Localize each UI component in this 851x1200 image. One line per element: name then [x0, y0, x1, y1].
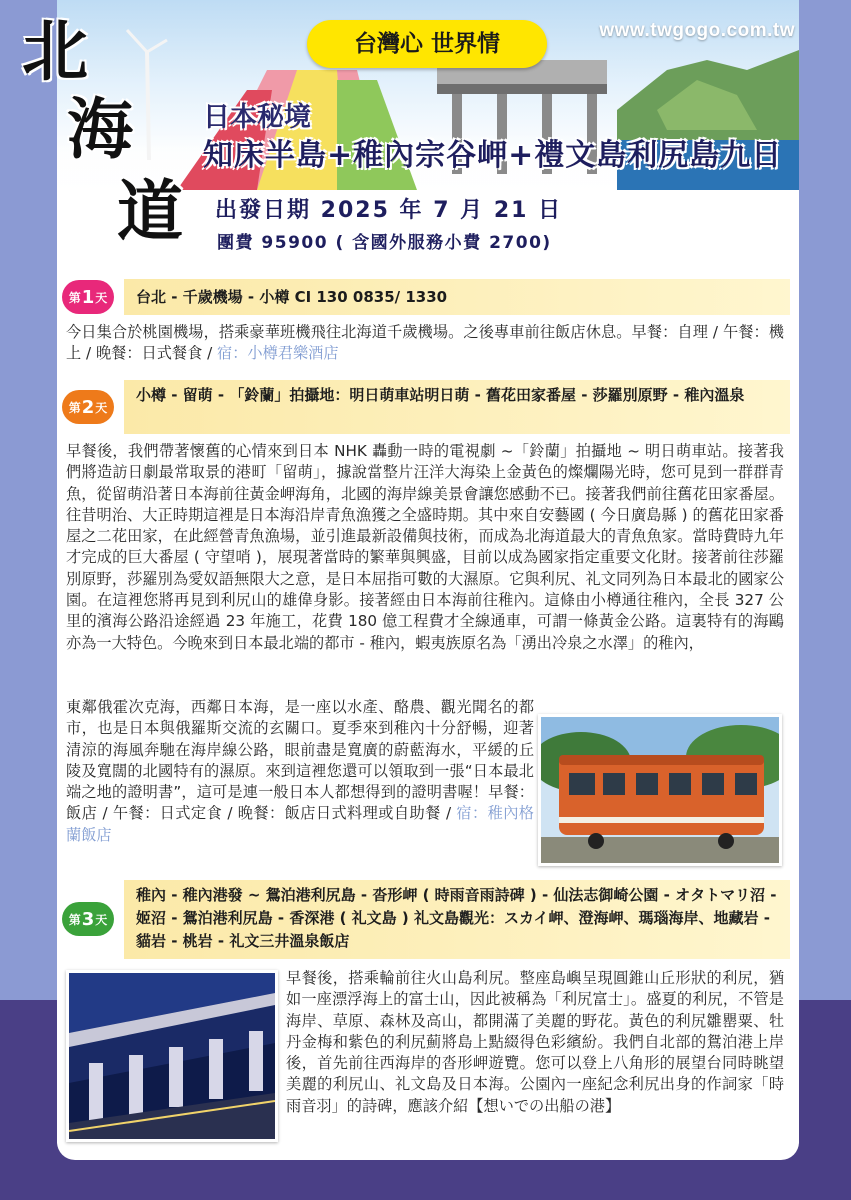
day-1-header: [62, 279, 790, 315]
day-2-header: [62, 380, 790, 434]
destination-big-title: [12, 12, 197, 258]
departure-date: 出發日期 2025 年 7 月 21 日: [215, 198, 563, 223]
day-3-header: [62, 880, 790, 959]
day-2-badge: 第 2 天: [62, 390, 114, 424]
day-1-badge: 第 1 天: [62, 280, 114, 314]
day-2-description-side: 東鄰俄霍次克海，西鄰日本海，是一座以水產、酪農、觀光聞名的都市，也是日本與俄羅斯交流的玄關口。夏季來到稚內十分舒暢，迎著清涼的海風奔馳在海岸線公路，眼前盡是寬廣的蔚藍海水，平緩的丘陵及寬闊的北國特有的濕原。來到這裡您還可以領取到一張“日本最北端之地的證明書”，這可是連一般日本人都想得到的證明書喔！早餐：飯店 / 午餐：日式定食 / 晚餐：飯店日式料理或自助餐 / 宿：稚內格蘭飯店: [66, 698, 534, 844]
train-photo: [538, 714, 782, 866]
tour-fee: 團費 95900 ( 含國外服務小費 2700): [217, 233, 552, 253]
tour-title: 知床半島+稚內宗谷岬+禮文島利尻島九日: [203, 138, 783, 173]
title-char: 海: [67, 90, 133, 168]
day-3-description: 早餐後，搭乘輪前往火山島利尻。整座島嶼呈現圓錐山丘形狀的利尻，猶如一座漂浮海上的富士山，因此被稱為「利尻富士」。盛夏的利尻，不管是海岸、草原、森林及高山，都開滿了美麗的野花。黃色的利尻雛罌粟、牡丹金梅和紫色的利尻薊將島上點綴得色彩繽紛。我們自北部的鴛泊港上岸後，首先前往西海岸的沓形岬遊覽。您可以登上八角形的展望台同時眺望美麗的利尻山、礼文島及日本海。公園內一座紀念利尻出身的作詞家「時雨音羽」的詩碑，應該介紹【想いでの出船の港】: [286, 969, 784, 1115]
slogan-badge: 台灣心 世界情: [307, 20, 547, 68]
day-1-route: 台北 - 千歲機場 - 小樽 CI 130 0835/ 1330: [124, 279, 790, 315]
tour-subtitle: 日本秘境: [203, 102, 311, 133]
day-3-badge: 第 3 天: [62, 902, 114, 936]
tunnel-photo: [66, 970, 278, 1142]
day-2-description: 早餐後，我們帶著懷舊的心情來到日本 NHK 轟動一時的電視劇 ~「鈴蘭」拍攝地 ~ 明日萌車站。接著我們將造訪日劇最常取景的港町「留萌」，據說當整片汪洋大海染上金黃色的燦爛陽光時，您可見到一群群青魚，從留萌沿著日本海前往黃金岬海角，北國的海岸線美景會讓您感動不已。接著我們前往舊花田家番屋。往昔明治、大正時期這裡是日本海沿岸青魚漁獲之全盛時期。其中來自安藝國 ( 今日廣島縣 ) 的舊花田家番屋之二花田家，在此經營青魚漁場，並引進最新設備與技術，而成為北海道最大的青魚魚家。當時費時九年才完成的巨大番屋 ( 守望哨 )，展現著當時的繁華與興盛，目前以成為國家指定重要文化財。接著前往莎羅別原野，莎羅別為愛奴語無限大之意，是日本屈指可數的大濕原。它與利尻、礼文同列為日本最北的國家公園。在這裡您將再見到利尻山的雄偉身影。接著經由日本海前往稚內。這條由小樽通往稚內，全長 327 公里的濱海公路沿途經過 23 年施工，花費 180 億工程費才全線通車，可謂一條黃金公路。這裏特有的海鷗亦為一大特色。今晚來到日本最北端的都市 - 稚內，蝦夷族原名為「湧出冷泉之水澤」的稚內，: [66, 442, 784, 652]
day-2-hotel: 宿：稚內格蘭飯店: [66, 804, 534, 844]
title-char: 北: [22, 12, 88, 90]
day-1-description: 今日集合於桃園機場，搭乘豪華班機飛往北海道千歲機場。之後專車前往飯店休息。早餐：自理 / 午餐：機上 / 晚餐：日式餐食 / 宿：小樽君樂酒店: [66, 323, 784, 363]
day-1-hotel: 宿：小樽君樂酒店: [217, 344, 339, 363]
day-2-route: 小樽 - 留萌 - 「鈴蘭」拍攝地：明日萌車站明日萌 - 舊花田家番屋 - 莎羅別原野 - 稚內溫泉: [124, 380, 790, 434]
day-3-route: 稚內 - 稚內港發 ~ 鴛泊港利尻島 - 沓形岬 ( 時雨音雨詩碑 ) - 仙法志御崎公園 - オタトマリ沼 - 姬沼 - 鴛泊港利尻島 - 香深港 ( 礼文島 ) 礼文島觀光：スカイ岬、澄海岬、瑪瑙海岸、地藏岩 - 貓岩 - 桃岩 - 礼文三井溫泉飯店: [124, 880, 790, 959]
site-url[interactable]: www.twgogo.com.tw: [599, 20, 795, 41]
title-char: 道: [117, 172, 183, 250]
